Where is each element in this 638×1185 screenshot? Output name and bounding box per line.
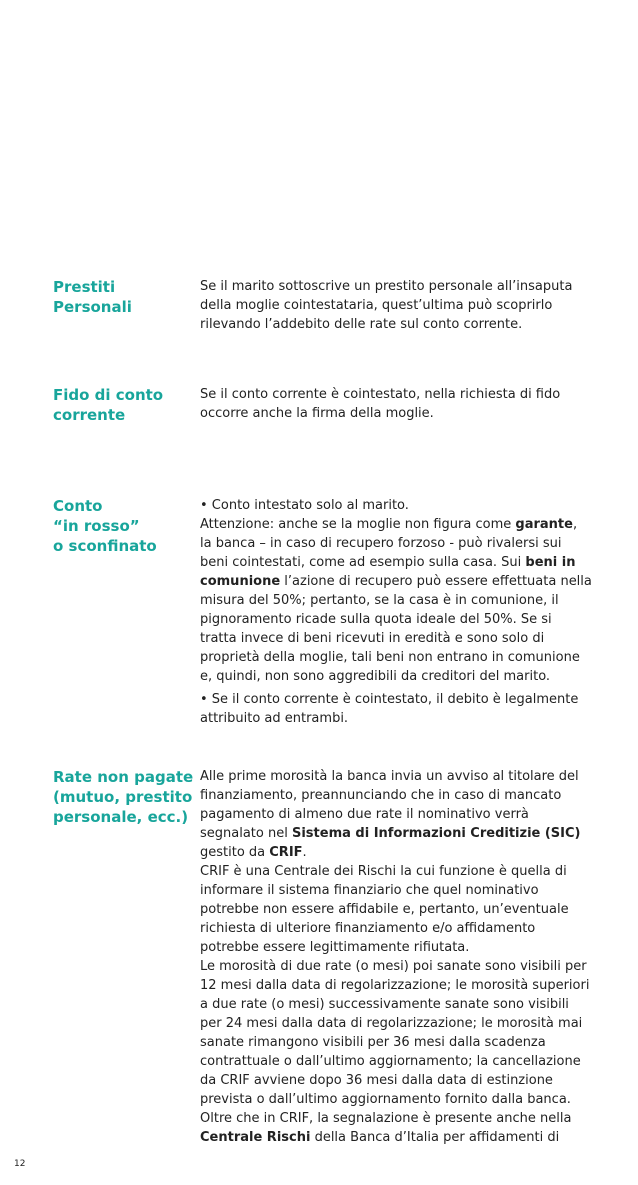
text-run: gestito da — [200, 845, 270, 860]
term-line: Fido di conto — [53, 386, 164, 404]
description-paragraph: • Se il conto corrente è cointestato, il debito è legalmente attribuito ad entrambi. — [200, 692, 579, 726]
term-line: Prestiti — [53, 278, 116, 296]
term-heading — [53, 277, 185, 317]
description-paragraph — [200, 515, 592, 686]
term-line: o sconfinato — [53, 537, 157, 555]
text-run: Attenzione: anche se la moglie non figura come — [200, 517, 516, 532]
term-heading — [53, 496, 185, 556]
term-description — [200, 496, 592, 728]
description-paragraph: • Conto intestato solo al marito. — [200, 498, 409, 513]
term-line: (mutuo, prestito — [53, 788, 193, 806]
text-run: , la banca – in caso di recupero forzoso - può rivalersi sui beni cointestati, come ad esempio sulla casa. Sui — [200, 517, 578, 570]
text-run: Alle prime morosità la banca invia un avviso al titolare del finanziamento, preannunciando che in caso di mancato pagamento di almeno due rate il nominativo verrà segnalato nel — [200, 769, 579, 841]
text-run: l’azione di recupero può essere effettuata nella misura del 50%; pertanto, se la casa è in comunione, il pignoramento ricade sulla quota ideale del 50%. Se si tratta invece di beni ricevuti in eredità e sono solo di proprietà della moglie, tali beni non entrano in comunione e, quindi, non sono aggredibili da creditori del marito. — [200, 574, 592, 684]
bold-term: Centrale Rischi — [200, 1130, 311, 1145]
term-line: “in rosso” — [53, 517, 140, 535]
term-description — [200, 767, 592, 1147]
bold-term: CRIF — [269, 845, 303, 860]
text-run: . — [302, 845, 307, 860]
description-paragraph: Le morosità di due rate (o mesi) poi sanate sono visibili per 12 mesi dalla data di regolarizzazione; le morosità superiori a due rate (o mesi) successivamente sanate sono visibili per 24 mesi dalla data di regolarizzazione; le morosità mai sanate rimangono visibili per 36 mesi dalla scadenza contrattuale o dall’ultimo aggiornamento; la cancellazione da CRIF avviene dopo 36 mesi dalla data di estinzione prevista o dall’ultimo aggiornamento fornito dalla banca. — [200, 959, 590, 1107]
bold-term: garante — [515, 517, 573, 532]
description-paragraph: CRIF è una Centrale dei Rischi la cui funzione è quella di informare il sistema finanziario che quel nominativo potrebbe non essere affidabile e, pertanto, un’eventuale richiesta di ulteriore finanziamento e/o affidamento potrebbe essere legittimamente rifiutata. — [200, 864, 569, 955]
term-line: Personali — [53, 298, 132, 316]
description-paragraph: Se il marito sottoscrive un prestito personale all’insaputa della moglie cointestataria, quest’ultima può scoprirlo rilevando l’addebito delle rate sul conto corrente. — [200, 279, 573, 332]
term-line: corrente — [53, 406, 126, 424]
term-line: personale, ecc.) — [53, 808, 189, 826]
bold-term: Sistema di Informazioni Creditizie (SIC) — [291, 826, 581, 841]
term-description — [200, 385, 592, 423]
term-heading — [53, 767, 194, 827]
page-number: 12 — [14, 1159, 26, 1169]
term-line: Conto — [53, 497, 103, 515]
term-line: Rate non pagate — [53, 768, 194, 786]
description-paragraph — [200, 1109, 592, 1147]
term-description — [200, 277, 592, 334]
term-heading — [53, 385, 185, 425]
text-run: Oltre che in CRIF, la segnalazione è presente anche nella — [200, 1111, 572, 1126]
text-run: della Banca d’Italia per affidamenti di — [310, 1130, 560, 1145]
bold-term: beni in comunione — [200, 555, 576, 589]
description-paragraph: Se il conto corrente è cointestato, nella richiesta di fido occorre anche la firma della moglie. — [200, 387, 561, 421]
description-paragraph — [200, 767, 592, 862]
